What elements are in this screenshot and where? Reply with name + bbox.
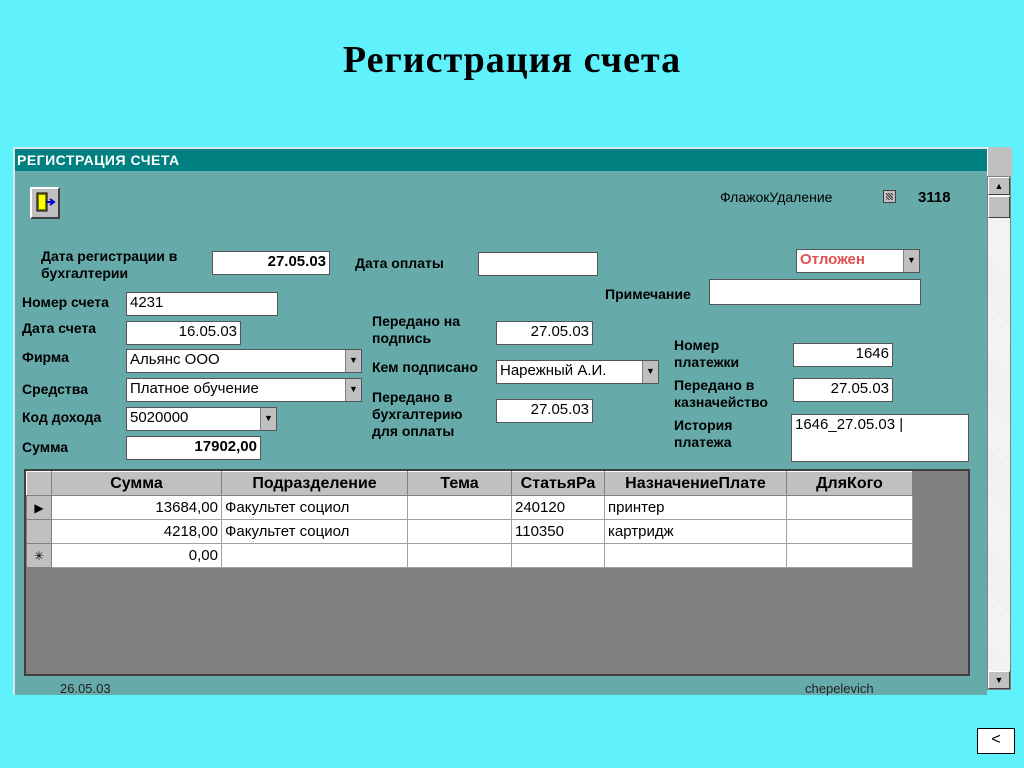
sent-treasury-label: Передано в казначейство [674,377,768,410]
chevron-down-icon[interactable]: ▼ [345,379,361,401]
cell[interactable]: 0,00 [52,544,222,568]
window-titlebar: РЕГИСТРАЦИЯ СЧЕТА [15,149,987,171]
chevron-down-icon[interactable]: ▼ [345,350,361,372]
history-field[interactable]: 1646_27.05.03 | [791,414,969,462]
cell[interactable] [605,544,787,568]
row-selector[interactable]: ▶ [27,496,52,520]
status-user: chepelevich [805,681,874,696]
signed-by-label: Кем подписано [372,359,478,375]
reg-date-label: Дата регистрации в бухгалтерии [41,248,178,281]
signed-by-value: Нарежный А.И. [500,362,607,379]
sent-acc-label: Передано в бухгалтерию для оплаты [372,389,463,439]
status-value: Отложен [800,251,865,268]
reg-date-field[interactable]: 27.05.03 [212,251,330,275]
cell[interactable] [408,520,512,544]
firm-value: Альянс ООО [130,351,220,368]
vertical-scrollbar[interactable] [987,176,1011,690]
history-label: История платежа [674,417,733,450]
firm-select[interactable] [126,349,362,373]
table-row[interactable] [27,520,913,544]
cell[interactable]: Факультет социол [222,520,408,544]
funds-value: Платное обучение [130,380,259,397]
note-field[interactable] [709,279,921,305]
cell[interactable]: 4218,00 [52,520,222,544]
status-date: 26.05.03 [60,681,111,696]
sum-label: Сумма [22,439,69,455]
sent-sign-field[interactable]: 27.05.03 [496,321,593,345]
sent-sign-label: Передано на подпись [372,313,460,346]
signed-by-select[interactable] [496,360,659,384]
cell[interactable] [408,544,512,568]
sent-treasury-field[interactable]: 27.05.03 [793,378,893,402]
pay-date-field[interactable] [478,252,598,276]
firm-label: Фирма [22,349,69,365]
cell[interactable] [787,520,913,544]
sum-field[interactable]: 17902,00 [126,436,261,460]
slide-title: Регистрация счета [342,39,682,81]
cell[interactable]: картридж [605,520,787,544]
back-button[interactable]: < [977,728,1015,754]
status-select[interactable] [796,249,920,273]
exit-button[interactable] [30,187,60,219]
cell[interactable]: 240120 [512,496,605,520]
table-row[interactable] [27,544,913,568]
cell[interactable]: Факультет социол [222,496,408,520]
cell[interactable] [408,496,512,520]
column-header[interactable]: Подразделение [222,472,408,496]
payment-number-field[interactable]: 1646 [793,343,893,367]
invoice-number-label: Номер счета [22,294,109,310]
sent-acc-field[interactable]: 27.05.03 [496,399,593,423]
income-code-value: 5020000 [130,409,189,426]
funds-label: Средства [22,381,89,397]
cell[interactable] [222,544,408,568]
note-label: Примечание [605,286,691,302]
invoice-date-field[interactable]: 16.05.03 [126,321,241,345]
cell[interactable]: 13684,00 [52,496,222,520]
cell[interactable]: 110350 [512,520,605,544]
scroll-down-icon[interactable]: ▼ [988,671,1010,689]
chevron-down-icon[interactable]: ▼ [642,361,658,383]
column-header[interactable]: СтатьяРа [512,472,605,496]
record-number: 3118 [918,189,951,206]
payment-number-label: Номер платежки [674,337,740,370]
cell[interactable] [787,496,913,520]
scroll-thumb[interactable] [988,196,1010,218]
column-header[interactable]: ДляКого [787,472,913,496]
exit-door-icon [32,189,58,217]
funds-select[interactable] [126,378,362,402]
cell[interactable] [787,544,913,568]
invoice-window [13,147,987,695]
invoice-number-field[interactable]: 4231 [126,292,278,316]
delete-flag-label: ФлажокУдаление [720,189,833,205]
row-selector[interactable]: ✳ [27,544,52,568]
column-header[interactable]: НазначениеПлате [605,472,787,496]
row-selector-header [27,472,52,496]
chevron-down-icon[interactable]: ▼ [903,250,919,272]
column-header[interactable]: Сумма [52,472,222,496]
scroll-up-icon[interactable]: ▲ [988,177,1010,195]
invoice-date-label: Дата счета [22,320,97,336]
chevron-down-icon[interactable]: ▼ [260,408,276,430]
payments-datasheet [24,469,970,676]
column-header[interactable]: Тема [408,472,512,496]
checkbox-icon[interactable] [883,190,896,203]
scrollbar-frame [987,147,1012,176]
cell[interactable] [512,544,605,568]
cell[interactable]: принтер [605,496,787,520]
table-row[interactable] [27,496,913,520]
income-code-label: Код дохода [22,409,102,425]
pay-date-label: Дата оплаты [355,255,444,271]
income-code-select[interactable] [126,407,277,431]
row-selector[interactable] [27,520,52,544]
